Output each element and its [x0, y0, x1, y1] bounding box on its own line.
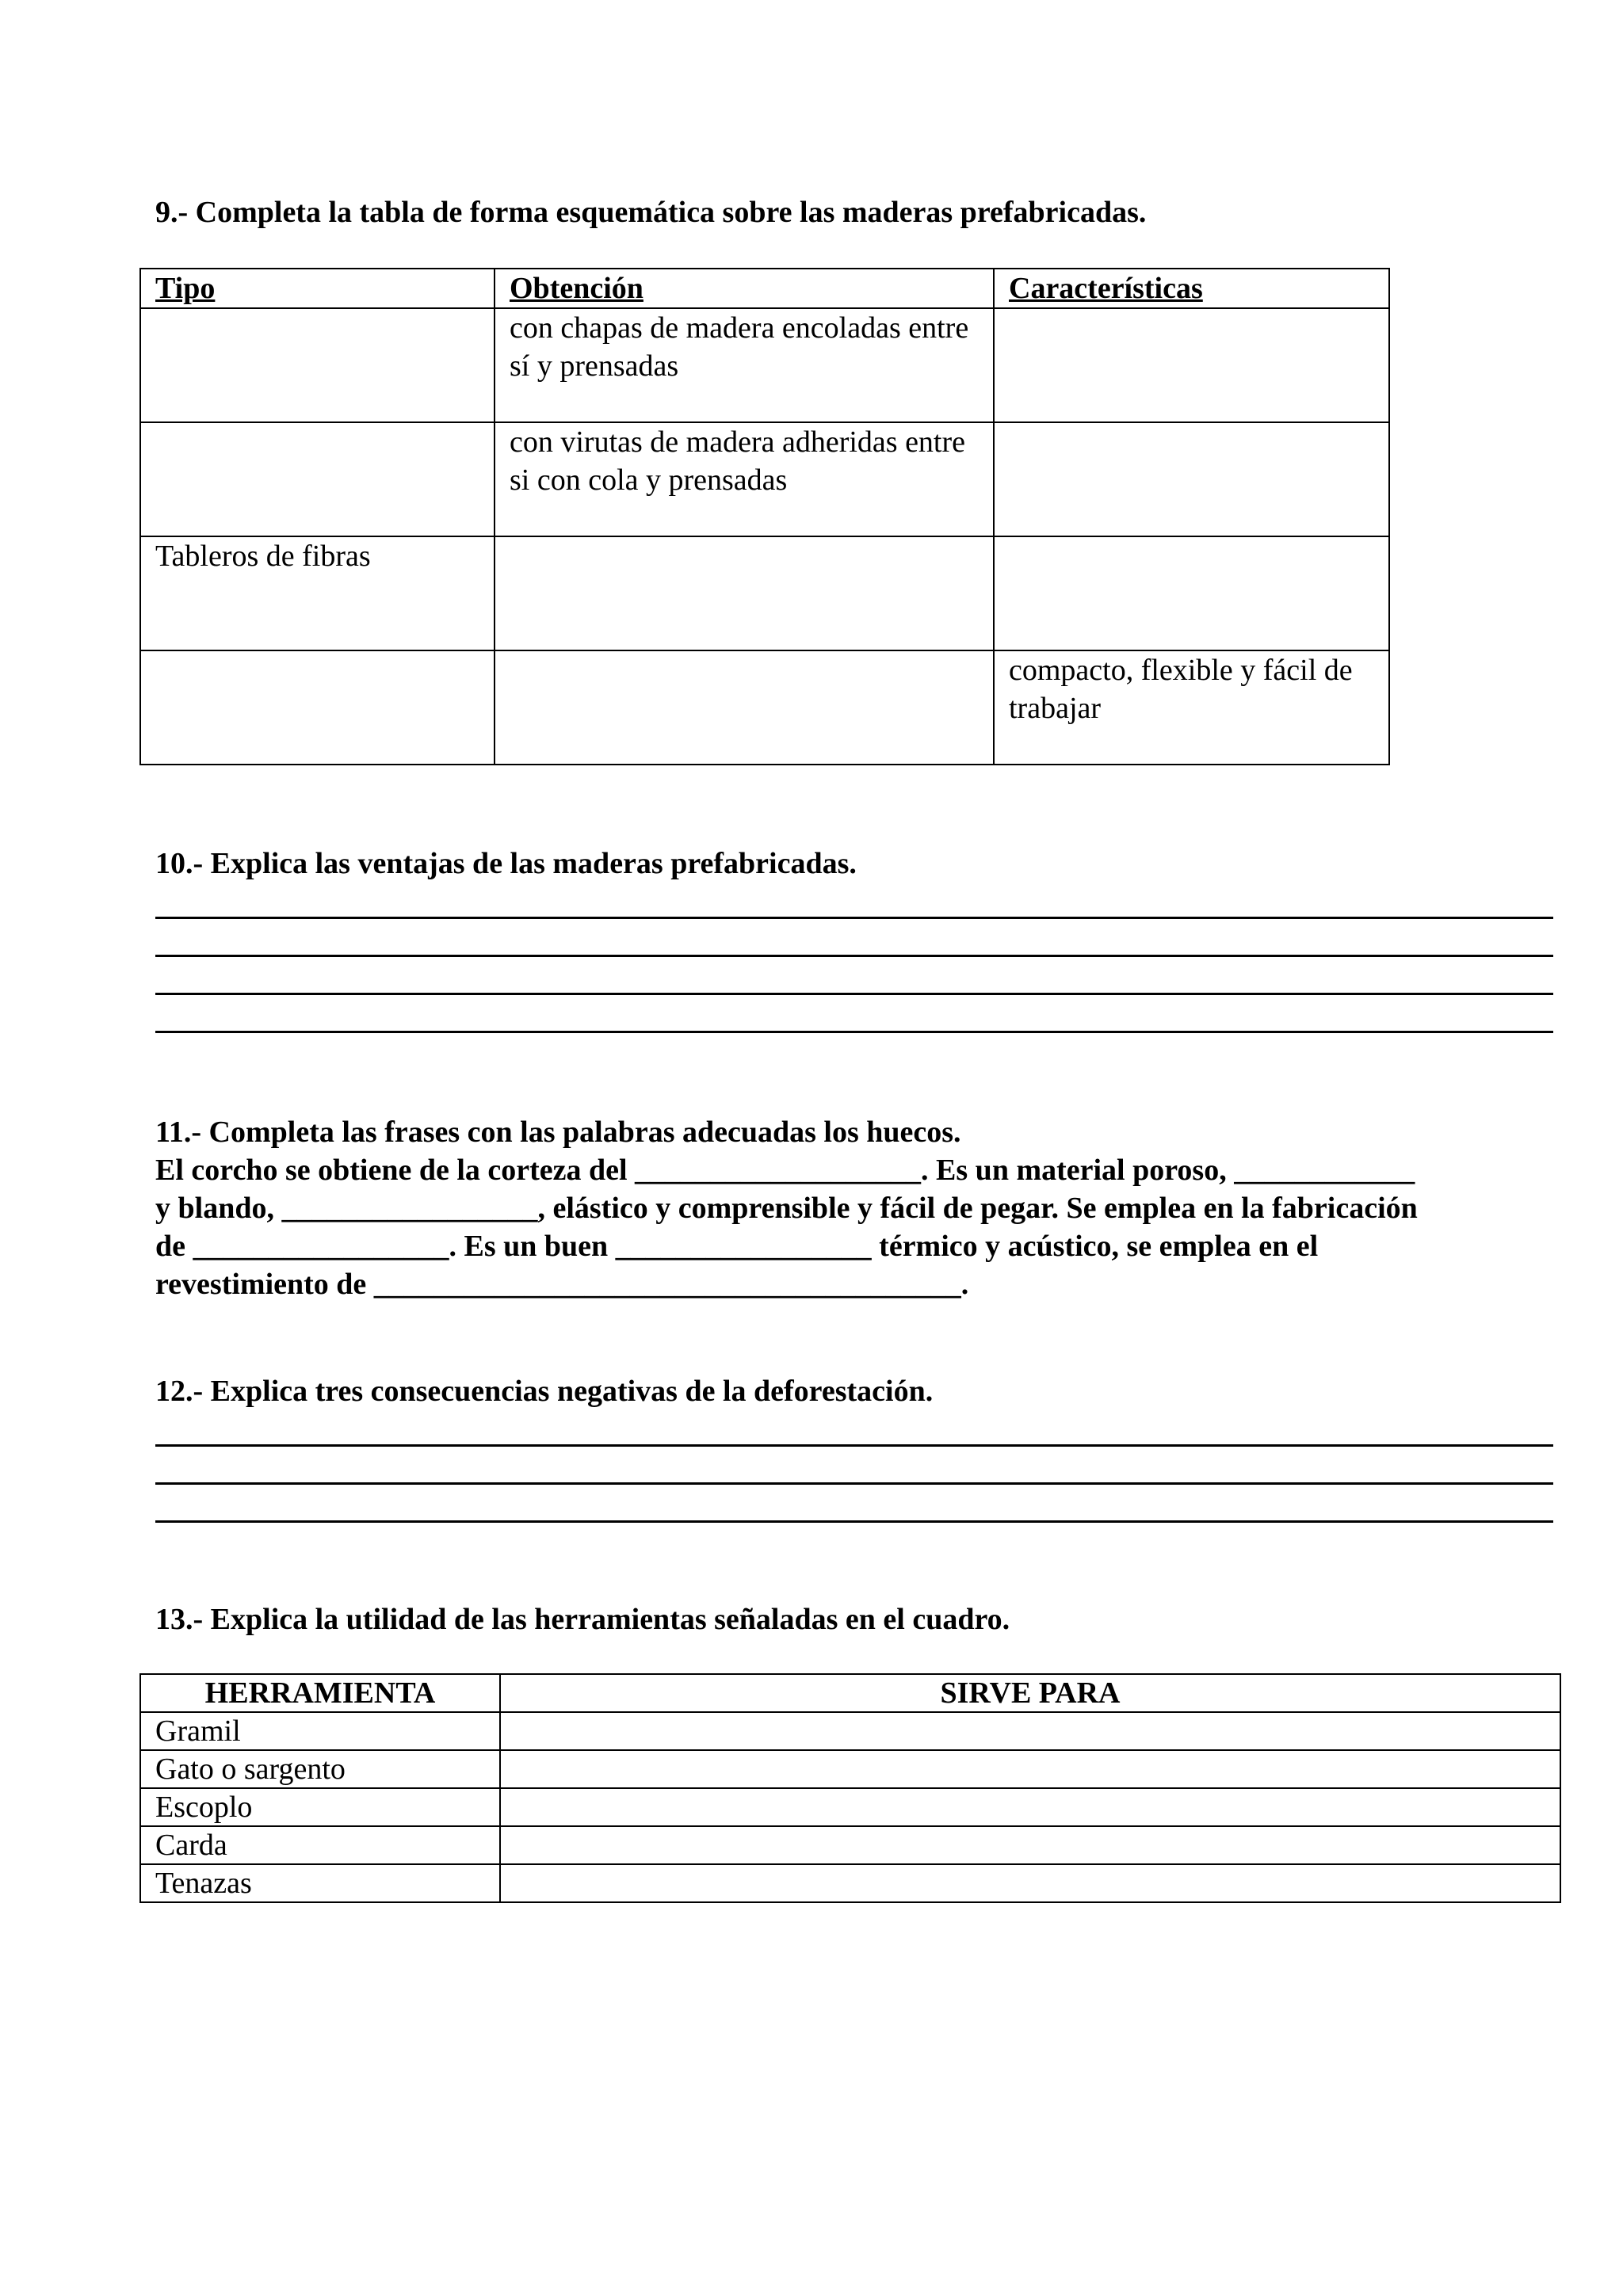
table-cell-caracteristicas[interactable]	[994, 422, 1389, 536]
q11-line: y blando, _________________, elástico y comprensible y fácil de pegar. Se emplea en la fabricación	[155, 1192, 1418, 1225]
q11-line: de _________________. Es un buen _________________ térmico y acústico, se emplea en el	[155, 1230, 1319, 1263]
tool-name-cell: Escoplo	[140, 1788, 500, 1826]
tool-use-cell[interactable]	[500, 1864, 1560, 1902]
table-cell-tipo[interactable]	[140, 422, 495, 536]
tool-name-cell: Tenazas	[140, 1864, 500, 1902]
q11-block	[155, 1113, 1566, 1303]
table-cell-caracteristicas[interactable]: compacto, flexible y fácil de trabajar	[994, 650, 1389, 765]
table-row	[140, 1826, 1560, 1864]
table-cell-obtencion[interactable]: con virutas de madera adheridas entre si con cola y prensadas	[495, 422, 994, 536]
tool-use-cell[interactable]	[500, 1750, 1560, 1788]
answer-line[interactable]	[155, 1520, 1553, 1523]
table-row	[140, 1750, 1560, 1788]
table-cell-obtencion[interactable]	[495, 650, 994, 765]
answer-line[interactable]	[155, 1482, 1553, 1485]
answer-line[interactable]	[155, 917, 1553, 919]
tool-name-cell: Gato o sargento	[140, 1750, 500, 1788]
table-row	[140, 536, 1389, 650]
q13-title: 13.- Explica la utilidad de las herramientas señaladas en el cuadro.	[155, 1603, 1010, 1636]
q11-line: El corcho se obtiene de la corteza del ___________________. Es un material poroso, ____________	[155, 1154, 1415, 1187]
q10-title: 10.- Explica las ventajas de las maderas prefabricadas.	[155, 847, 857, 880]
col-header-caracteristicas: Características	[994, 269, 1389, 308]
table-cell-tipo[interactable]	[140, 308, 495, 422]
tool-name-cell: Gramil	[140, 1712, 500, 1750]
table-row	[140, 1788, 1560, 1826]
q11-title: 11.- Completa las frases con las palabras adecuadas los huecos.	[155, 1116, 961, 1149]
q11-line: revestimiento de _______________________________________.	[155, 1268, 969, 1301]
table-cell-tipo[interactable]	[140, 650, 495, 765]
col-header-sirve-para: SIRVE PARA	[500, 1674, 1560, 1712]
table-cell-obtencion[interactable]: con chapas de madera encoladas entre sí y prensadas	[495, 308, 994, 422]
table-row	[140, 1864, 1560, 1902]
col-header-herramienta: HERRAMIENTA	[140, 1674, 500, 1712]
tool-use-cell[interactable]	[500, 1712, 1560, 1750]
table-cell-caracteristicas[interactable]	[994, 536, 1389, 650]
table-row	[140, 650, 1389, 765]
table-header-row	[140, 1674, 1560, 1712]
table-row	[140, 1712, 1560, 1750]
table-cell-obtencion[interactable]	[495, 536, 994, 650]
col-header-tipo: Tipo	[140, 269, 495, 308]
table-row	[140, 422, 1389, 536]
table-row	[140, 308, 1389, 422]
tool-name-cell: Carda	[140, 1826, 500, 1864]
table-header-row	[140, 269, 1389, 308]
answer-line[interactable]	[155, 955, 1553, 957]
col-header-obtencion: Obtención	[495, 269, 994, 308]
tool-use-cell[interactable]	[500, 1826, 1560, 1864]
answer-line[interactable]	[155, 1031, 1553, 1033]
table-cell-tipo[interactable]: Tableros de fibras	[140, 536, 495, 650]
answer-line[interactable]	[155, 993, 1553, 995]
tools-table	[139, 1673, 1561, 1903]
tool-use-cell[interactable]	[500, 1788, 1560, 1826]
table-cell-caracteristicas[interactable]	[994, 308, 1389, 422]
answer-line[interactable]	[155, 1444, 1553, 1447]
prefab-wood-table	[139, 268, 1390, 765]
q9-title: 9.- Completa la tabla de forma esquemática sobre las maderas prefabricadas.	[155, 196, 1147, 229]
q12-title: 12.- Explica tres consecuencias negativas de la deforestación.	[155, 1375, 934, 1408]
